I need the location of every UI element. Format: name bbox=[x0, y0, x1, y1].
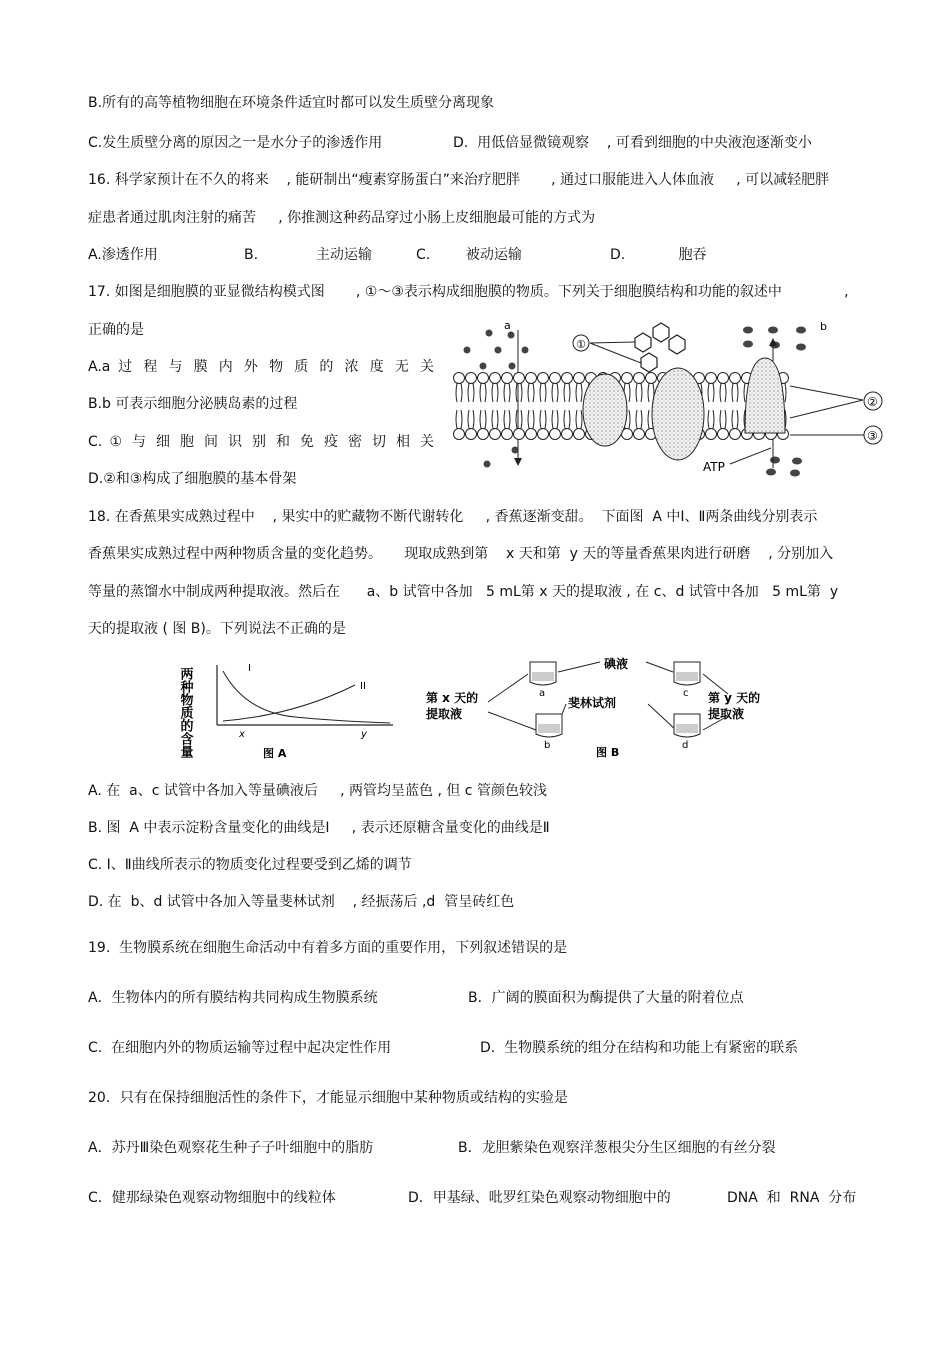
q18-option-c: C. Ⅰ、Ⅱ曲线所表示的物质变化过程要受到乙烯的调节 bbox=[88, 857, 412, 873]
phospholipid-head bbox=[730, 373, 741, 384]
phospholipid-head bbox=[454, 429, 465, 440]
figb-right-extract: 第 y 天的提取液 bbox=[708, 691, 761, 721]
tube-label-a: a bbox=[539, 688, 546, 699]
phospholipid-head bbox=[634, 429, 645, 440]
tube-label-b: b bbox=[544, 740, 551, 751]
q19-option-d: D. 生物膜系统的组分在结构和功能上有紧密的联系 bbox=[480, 1040, 799, 1056]
tube-b bbox=[536, 714, 562, 737]
phospholipid-tail bbox=[504, 410, 510, 429]
q15-option-b: B.所有的高等植物细胞在环境条件适宜时都可以发生质壁分离现象 bbox=[88, 95, 495, 111]
phospholipid-tail bbox=[480, 384, 486, 403]
q16-option-d: D. 胞吞 bbox=[610, 247, 707, 263]
q15-option-d: D. 用低倍显微镜观察 , 可看到细胞的中央液泡逐渐变小 bbox=[453, 135, 812, 151]
label-b: b bbox=[820, 320, 827, 333]
phospholipid-tail bbox=[492, 410, 498, 429]
phospholipid-head bbox=[502, 429, 513, 440]
phospholipid-tail bbox=[720, 384, 726, 403]
q18-option-a: A. 在 a、c 试管中各加入等量碘液后 , 两管均呈蓝色 , 但 c 管颜色较浅 bbox=[88, 783, 547, 799]
q19-stem: 19. 生物膜系统在细胞生命活动中有着多方面的重要作用，下列叙述错误的是 bbox=[88, 940, 568, 956]
q18-option-b: B. 图 A 中表示淀粉含量变化的曲线是Ⅰ , 表示还原糖含量变化的曲线是Ⅱ bbox=[88, 820, 550, 836]
tick-x: x bbox=[239, 729, 245, 740]
q20-option-d-end: DNA 和 RNA 分布 bbox=[727, 1190, 857, 1206]
phospholipid-head bbox=[454, 373, 465, 384]
phospholipid-head bbox=[538, 429, 549, 440]
tube-label-d: d bbox=[682, 740, 689, 751]
phospholipid-head bbox=[646, 373, 657, 384]
protein-left bbox=[583, 374, 627, 446]
phospholipid-head bbox=[478, 429, 489, 440]
phospholipid-head bbox=[706, 429, 717, 440]
phospholipid-tail bbox=[456, 384, 462, 403]
phospholipid-head bbox=[502, 373, 513, 384]
tube-a bbox=[530, 662, 556, 685]
phospholipid-tail bbox=[528, 410, 534, 429]
q18-option-d: D. 在 b、d 试管中各加入等量斐林试剂 , 经振荡后 ,d 管呈砖红色 bbox=[88, 894, 515, 910]
q16-stem-line2: 症患者通过肌肉注射的痛苦 , 你推测这种药品穿过小肠上皮细胞最可能的方式为 bbox=[88, 210, 596, 226]
figa-caption: 图 A bbox=[263, 747, 287, 760]
figb-fehling: 斐林试剂 bbox=[568, 696, 617, 710]
phospholipid-head bbox=[466, 373, 477, 384]
phospholipid-tail bbox=[564, 410, 570, 429]
phospholipid-tail bbox=[708, 384, 714, 403]
q17-option-b: B.b 可表示细胞分泌胰岛素的过程 bbox=[88, 396, 298, 412]
figa-ylabel: 两种物质的含量 bbox=[177, 667, 193, 758]
phospholipid-tail bbox=[540, 384, 546, 403]
phospholipid-tail bbox=[552, 384, 558, 403]
phospholipid-tail bbox=[480, 410, 486, 429]
q16-option-c: C. 被动运输 bbox=[416, 247, 522, 263]
q17-option-a: A.a 过 程 与 膜 内 外 物 质 的 浓 度 无 关 bbox=[88, 359, 434, 375]
figb-left-extract: 第 x 天的提取液 bbox=[426, 691, 479, 721]
protein-middle bbox=[652, 368, 704, 460]
q18-stem-line3: 等量的蒸馏水中制成两种提取液。然后在 a、b 试管中各加 5 mL第 x 天的提取液 , 在 c、d 试管中各加 5 mL第 y bbox=[88, 584, 839, 600]
phospholipid-tail bbox=[576, 410, 582, 429]
figb-caption: 图 B bbox=[596, 746, 620, 759]
q16-stem-line1: 16. 科学家预计在不久的将来 , 能研制出“瘦素穿肠蛋白”来治疗肥胖 , 通过口服能进入人体血液 , 可以减轻肥胖 bbox=[88, 172, 830, 188]
phospholipid-head bbox=[622, 373, 633, 384]
q16-option-b: B. 主动运输 bbox=[244, 247, 372, 263]
phospholipid-tail bbox=[732, 410, 738, 429]
q19-option-a: A．生物体内的所有膜结构共同构成生物膜系统 bbox=[88, 990, 378, 1006]
phospholipid-tail bbox=[504, 384, 510, 403]
q20-option-d: D．甲基绿、吡罗红染色观察动物细胞中的 bbox=[408, 1190, 671, 1206]
phospholipid-tail bbox=[636, 384, 642, 403]
phospholipid-tail bbox=[516, 410, 522, 429]
phospholipid-head bbox=[718, 429, 729, 440]
q19-option-c: C. 在细胞内外的物质运输等过程中起决定性作用 bbox=[88, 1040, 392, 1056]
q20-option-c: C．健那绿染色观察动物细胞中的线粒体 bbox=[88, 1190, 336, 1206]
phospholipid-head bbox=[550, 373, 561, 384]
phospholipid-head bbox=[478, 373, 489, 384]
tube-d bbox=[674, 714, 700, 737]
phospholipid-tail bbox=[516, 384, 522, 403]
q17-option-d: D.②和③构成了细胞膜的基本骨架 bbox=[88, 471, 297, 487]
phospholipid-tail bbox=[708, 410, 714, 429]
phospholipid-tail bbox=[576, 384, 582, 403]
phospholipid-head bbox=[718, 373, 729, 384]
phospholipid-tail bbox=[732, 384, 738, 403]
tube-c bbox=[674, 662, 700, 685]
curve-ii bbox=[223, 685, 355, 721]
q16-option-a: A.渗透作用 bbox=[88, 247, 158, 263]
label-2: ② bbox=[867, 395, 878, 409]
phospholipid-head bbox=[526, 373, 537, 384]
phospholipid-tail bbox=[528, 384, 534, 403]
label-3: ③ bbox=[867, 429, 878, 443]
q17-stem-line1: 17. 如图是细胞膜的亚显微结构模式图 , ①～③表示构成细胞膜的物质。下列关于细胞膜结构和功能的叙述中 , bbox=[88, 284, 849, 300]
curve-ii-label: II bbox=[360, 681, 366, 692]
phospholipid-head bbox=[706, 373, 717, 384]
q15-option-c: C.发生质壁分离的原因之一是水分子的渗透作用 bbox=[88, 135, 383, 151]
phospholipid-tail bbox=[564, 384, 570, 403]
tube-label-c: c bbox=[683, 688, 689, 699]
q20-option-a: A．苏丹Ⅲ染色观察花生种子子叶细胞中的脂肪 bbox=[88, 1140, 374, 1156]
phospholipid-tail bbox=[456, 410, 462, 429]
q18-stem-line2: 香蕉果实成熟过程中两种物质含量的变化趋势。 现取成熟到第 x 天和第 y 天的等量香蕉果肉进行研磨 , 分别加入 bbox=[88, 546, 834, 562]
phospholipid-head bbox=[574, 373, 585, 384]
q18-stem-line4: 天的提取液 ( 图 B)。下列说法不正确的是 bbox=[88, 621, 346, 637]
phospholipid-head bbox=[490, 373, 501, 384]
phospholipid-head bbox=[538, 373, 549, 384]
figb-iodine: 碘液 bbox=[604, 657, 629, 671]
phospholipid-head bbox=[550, 429, 561, 440]
q17-option-c: C. ① 与 细 胞 间 识 别 和 免 疫 密 切 相 关 bbox=[88, 434, 434, 450]
curve-i bbox=[223, 671, 390, 723]
tick-y: y bbox=[361, 729, 367, 740]
phospholipid-head bbox=[526, 429, 537, 440]
phospholipid-tail bbox=[636, 410, 642, 429]
phospholipid-tail bbox=[468, 410, 474, 429]
phospholipid-head bbox=[562, 429, 573, 440]
curve-i-label: I bbox=[248, 663, 251, 674]
phospholipid-tail bbox=[552, 410, 558, 429]
phospholipid-tail bbox=[720, 410, 726, 429]
phospholipid-head bbox=[490, 429, 501, 440]
phospholipid-head bbox=[466, 429, 477, 440]
phospholipid-tail bbox=[492, 384, 498, 403]
q20-stem: 20．只有在保持细胞活性的条件下，才能显示细胞中某种物质或结构的实验是 bbox=[88, 1090, 568, 1106]
label-a: a bbox=[504, 319, 511, 332]
phospholipid-head bbox=[730, 429, 741, 440]
q20-option-b: B．龙胆紫染色观察洋葱根尖分生区细胞的有丝分裂 bbox=[458, 1140, 776, 1156]
q19-option-b: B．广阔的膜面积为酶提供了大量的附着位点 bbox=[468, 990, 744, 1006]
label-atp: ATP bbox=[703, 460, 725, 474]
q18-stem-line1: 18. 在香蕉果实成熟过程中 , 果实中的贮藏物不断代谢转化 , 香蕉逐渐变甜。 下面图 A 中Ⅰ、Ⅱ两条曲线分别表示 bbox=[88, 509, 818, 525]
phospholipid-tail bbox=[468, 384, 474, 403]
phospholipid-tail bbox=[540, 410, 546, 429]
label-1: ① bbox=[576, 338, 586, 351]
phospholipid-head bbox=[514, 373, 525, 384]
protein-right bbox=[745, 358, 785, 433]
figure-a bbox=[177, 657, 400, 762]
phospholipid-head bbox=[514, 429, 525, 440]
phospholipid-head bbox=[634, 373, 645, 384]
cell-membrane-figure bbox=[445, 318, 895, 478]
phospholipid-head bbox=[562, 373, 573, 384]
glycoprotein-chain bbox=[635, 323, 685, 372]
figure-b bbox=[418, 654, 818, 762]
phospholipid-head bbox=[574, 429, 585, 440]
q17-stem-line2: 正确的是 bbox=[88, 322, 144, 338]
